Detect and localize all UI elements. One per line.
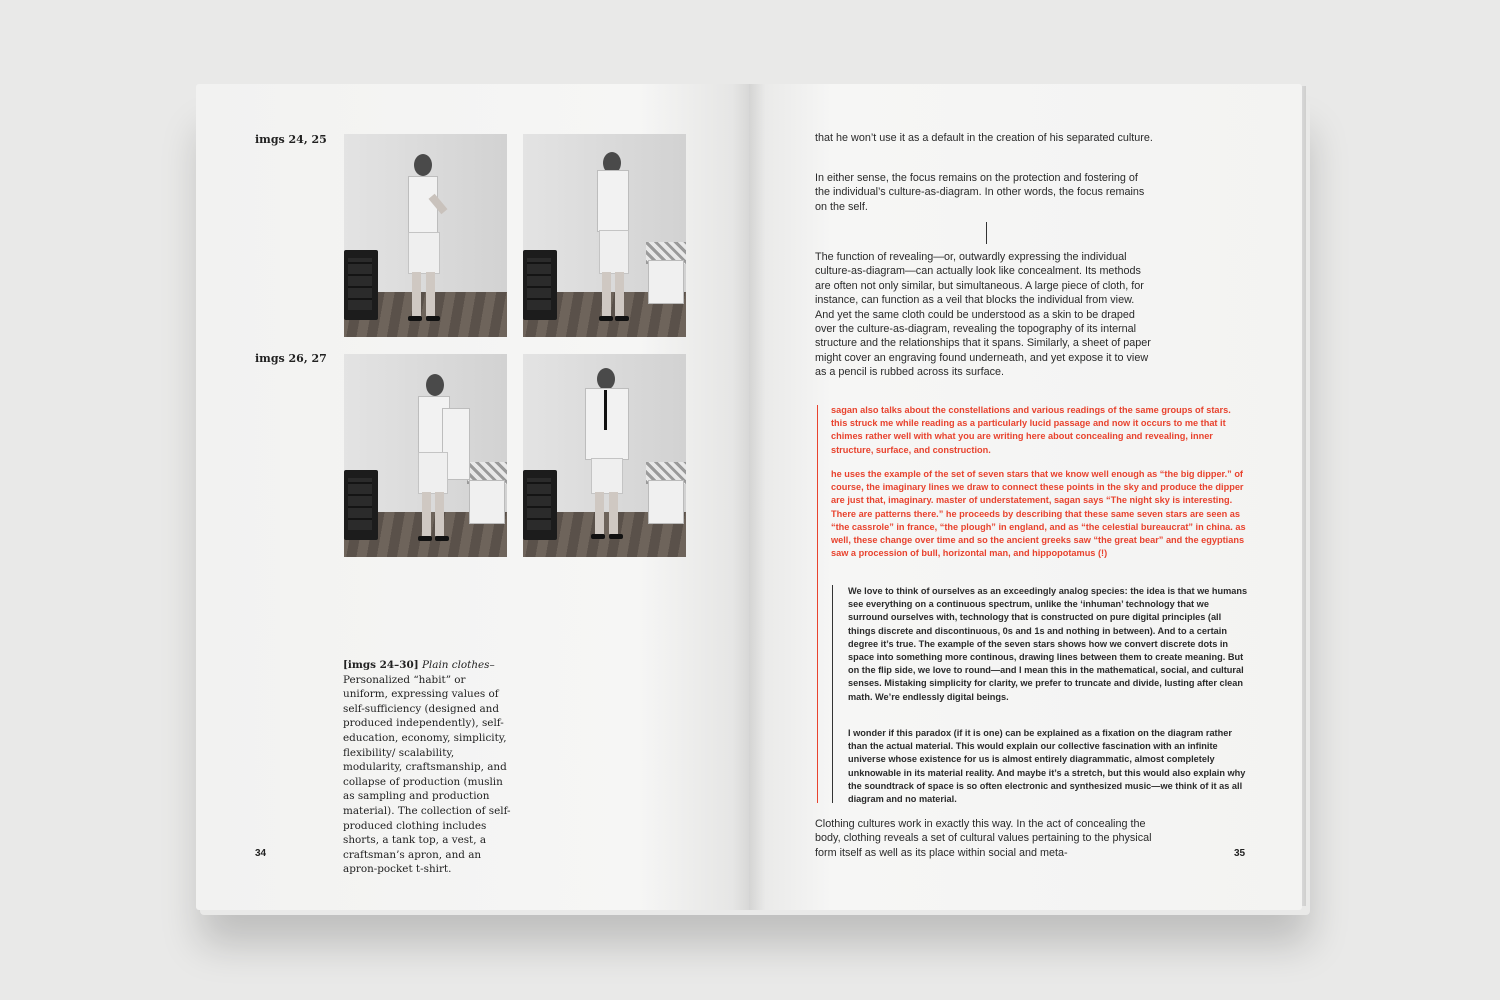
caption-reference: [imgs 24–30] bbox=[343, 659, 419, 671]
body-paragraph-3: The function of revealing—or, outwardly expressing the individual culture-as-diagram—can actually look like concealment. Its methods are often not only similar, but simultaneous. A large piece of cloth, for instance, can function as a veil that blocks the individual from view. And yet the same cloth could be understood as a skin to be draped over the culture-as-diagram, revealing the topography of its internal structure and the relationships that it spans. Similarly, a sheet of paper might cover an engraving found underneath, and yet expose it to view as a pencil is rubbed across its surface. bbox=[815, 251, 1151, 379]
body-paragraph-2: In either sense, the focus remains on the protection and fostering of the individual’s culture-as-diagram. In other words, the focus remains on the self. bbox=[815, 172, 1145, 213]
photo-img-24 bbox=[344, 134, 507, 337]
body-paragraph-4: Clothing cultures work in exactly this way. In the act of concealing the body, clothing reveals a set of cultural values pertaining to the physical form itself as well as its place within social and meta- bbox=[815, 818, 1152, 859]
photo-img-27 bbox=[523, 354, 686, 557]
reply-paragraph-1: We love to think of ourselves as an exceedingly analog species: the idea is that we humans see everything on a continuous spectrum, unlike the ‘inhuman’ technology that we surround ourselves with, technology that is constructed on pure digital principles (all things discrete and discontinuous, 0s and 1s and nothing in between). And to a certain degree it’s true. The example of the seven stars shows how we convert discrete dots in space into something more continous, drawing lines between them to create meaning. But on the flip side, we love to round—and I mean this in the mathematical, social, and cultural senses. Mistaking simplicity for clarity, we prefer to truncate and divide, lusting after clean math. We’re endlessly digital beings. bbox=[848, 586, 1248, 702]
section-divider bbox=[986, 222, 987, 244]
reply-rule bbox=[832, 585, 833, 803]
page-number-left: 34 bbox=[255, 848, 267, 859]
image-label-26-27: imgs 26, 27 bbox=[255, 352, 327, 365]
caption-body: Personalized “habit” or uniform, expressing values of self-sufficiency (designed and produced independently), self-education, economy, simplicity, flexibility/ scalability, modularity, craftsmanship, and collapse of production (muslin as sampling and production material). The collection of self-produced clothing includes shorts, a tank top, a vest, a craftsman’s apron, and an apron-pocket t-shirt. bbox=[343, 673, 511, 876]
photo-img-26 bbox=[344, 354, 507, 557]
annotation-note-1: sagan also talks about the constellations and various readings of the same groups of stars. this struck me while reading as a particularly lucid passage and now it occurs to me that it chimes rather well with what you are writing here about concealing and revealing, inner structure, surface, and construction. bbox=[831, 405, 1231, 455]
caption-title: Plain clothes– bbox=[421, 659, 495, 671]
annotation-rule bbox=[817, 405, 818, 803]
image-caption bbox=[343, 658, 513, 877]
annotation-note-2: he uses the example of the set of seven stars that we know well enough as “the big dipper.” of course, the imaginary lines we draw to connect these points in the sky and produce the dipper are just that, imaginary. master of understatement, sagan says “The night sky is interesting. There are patterns there.” he proceeds by describing that these same seven stars are seen as “the cassrole” in france, “the plough” in england, and as “the celestial bureaucrat” in china. as well, these change over time and so the ancient greeks saw “the great bear” and the egyptians saw a procession of bull, horizontal man, and hippopotamus (!) bbox=[831, 469, 1246, 559]
page-number-right: 35 bbox=[1234, 848, 1246, 859]
photo-img-25 bbox=[523, 134, 686, 337]
image-label-24-25: imgs 24, 25 bbox=[255, 133, 327, 146]
body-paragraph-1: that he won’t use it as a default in the creation of his separated culture. bbox=[815, 132, 1153, 144]
reply-paragraph-2: I wonder if this paradox (if it is one) can be explained as a fixation on the diagram rather than the actual material. This would explain our collective fascination with an infinite universe whose existence for us is almost entirely diagrammatic, almost completely unknowable in its material reality. And maybe it’s a stretch, but this would also explain why the soundtrack of space is so often electronic and synthesized music—we think of it as all diagram and no material. bbox=[848, 728, 1246, 805]
